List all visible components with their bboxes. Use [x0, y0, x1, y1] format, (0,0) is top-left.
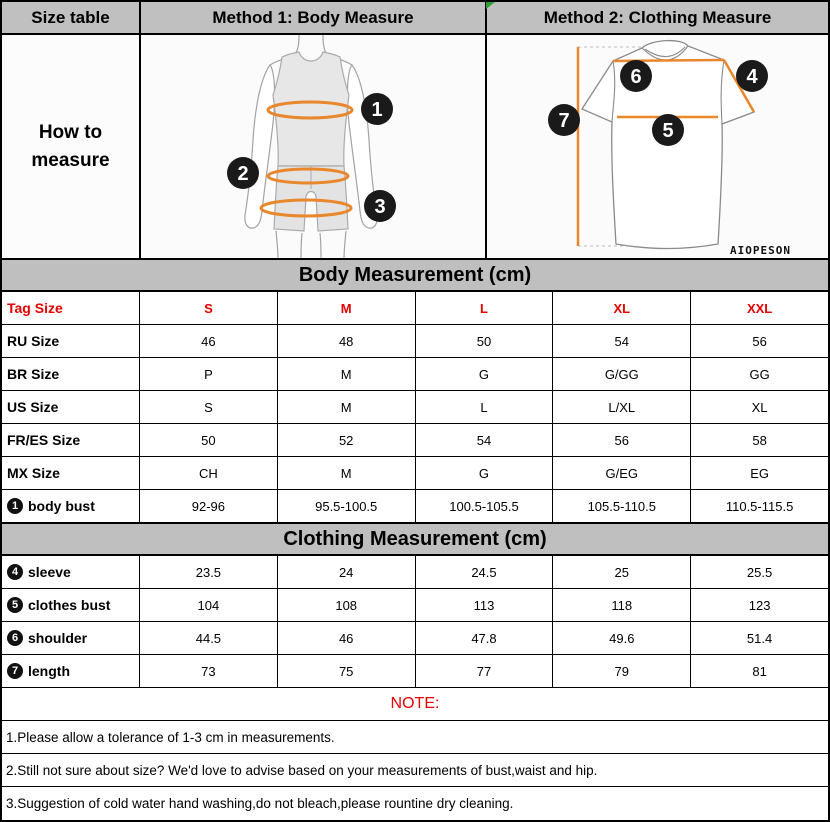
- table-cell: G/GG: [552, 358, 690, 390]
- how-to-measure-label: How to measure: [2, 35, 139, 258]
- note-item-1: 1.Please allow a tolerance of 1-3 cm in measurements.: [2, 721, 828, 754]
- svg-text:6: 6: [630, 66, 642, 88]
- row-label: [2, 655, 139, 687]
- table-cell: CH: [139, 457, 277, 489]
- table-cell: 95.5-100.5: [277, 490, 415, 522]
- table-row-mx-size: [2, 457, 828, 490]
- circled-5-icon: 5: [7, 597, 23, 613]
- row-label-text: sleeve: [28, 564, 71, 580]
- table-cell: L/XL: [552, 391, 690, 423]
- row-label: [2, 490, 139, 522]
- header-size-table: Size table: [2, 2, 139, 33]
- svg-text:2: 2: [237, 163, 249, 185]
- table-cell: G: [415, 457, 553, 489]
- table-cell: 104: [139, 589, 277, 621]
- clothing-measurement-band: Clothing Measurement (cm): [2, 523, 828, 556]
- table-cell: 92-96: [139, 490, 277, 522]
- shoulder-measure-line: [613, 60, 724, 61]
- table-cell: 100.5-105.5: [415, 490, 553, 522]
- body-figure-cell: [139, 35, 485, 258]
- note-title: NOTE:: [2, 688, 828, 721]
- row-label: [2, 589, 139, 621]
- table-cell: 79: [552, 655, 690, 687]
- size-cell: XL: [552, 292, 690, 324]
- table-cell: G: [415, 358, 553, 390]
- size-cell: XXL: [690, 292, 828, 324]
- table-row-body-bust: [2, 490, 828, 523]
- table-cell: XL: [690, 391, 828, 423]
- row-label: US Size: [7, 399, 59, 415]
- table-cell: 105.5-110.5: [552, 490, 690, 522]
- circled-1-icon: 1: [7, 498, 23, 514]
- circled-2-icon: [227, 157, 259, 189]
- size-cell: M: [277, 292, 415, 324]
- row-label: BR Size: [7, 366, 60, 382]
- table-row-length: [2, 655, 828, 688]
- table-cell: 44.5: [139, 622, 277, 654]
- svg-text:4: 4: [746, 66, 758, 88]
- table-row-us-size: [2, 391, 828, 424]
- table-cell: 52: [277, 424, 415, 456]
- table-cell: 23.5: [139, 556, 277, 588]
- table-cell: 24: [277, 556, 415, 588]
- circled-6-icon: [620, 60, 652, 92]
- row-label: RU Size: [7, 333, 60, 349]
- header-row: [2, 2, 828, 35]
- table-cell: 50: [139, 424, 277, 456]
- header-method1: Method 1: Body Measure: [139, 2, 485, 33]
- row-label-text: shoulder: [28, 630, 88, 646]
- table-row-fres-size: [2, 424, 828, 457]
- svg-text:5: 5: [662, 120, 674, 142]
- table-cell: 110.5-115.5: [690, 490, 828, 522]
- table-cell: 81: [690, 655, 828, 687]
- table-row-sleeve: [2, 556, 828, 589]
- table-cell: 25.5: [690, 556, 828, 588]
- table-cell: 108: [277, 589, 415, 621]
- circled-1-icon: [361, 93, 393, 125]
- table-cell: 47.8: [415, 622, 553, 654]
- circled-4-icon: [736, 60, 768, 92]
- table-cell: M: [277, 358, 415, 390]
- table-cell: 56: [552, 424, 690, 456]
- table-cell: M: [277, 391, 415, 423]
- how-to-measure-row: [2, 35, 828, 259]
- svg-text:7: 7: [558, 110, 570, 132]
- circled-3-icon: [364, 190, 396, 222]
- brand-text: AIOPESON: [730, 244, 791, 257]
- table-cell: 48: [277, 325, 415, 357]
- tank-top: [273, 52, 349, 166]
- table-cell: S: [139, 391, 277, 423]
- svg-text:3: 3: [374, 196, 386, 218]
- tag-size-row: [2, 292, 828, 325]
- table-cell: P: [139, 358, 277, 390]
- table-cell: 73: [139, 655, 277, 687]
- row-label-text: length: [28, 663, 70, 679]
- note-item-3: 3.Suggestion of cold water hand washing,do not bleach,please rountine dry cleaning.: [6, 796, 514, 811]
- table-cell: 113: [415, 589, 553, 621]
- table-cell: 49.6: [552, 622, 690, 654]
- table-cell: 25: [552, 556, 690, 588]
- row-label: MX Size: [7, 465, 60, 481]
- table-cell: EG: [690, 457, 828, 489]
- body-measure-figure: [141, 35, 485, 258]
- body-measurement-band: Body Measurement (cm): [2, 259, 828, 292]
- table-cell: 46: [139, 325, 277, 357]
- table-row-shoulder: [2, 622, 828, 655]
- table-cell: 46: [277, 622, 415, 654]
- note-item-2: 2.Still not sure about size? We'd love to advise based on your measurements of bust,waist and hip.: [2, 754, 828, 787]
- header-method2: Method 2: Clothing Measure: [485, 2, 828, 33]
- table-cell: 123: [690, 589, 828, 621]
- svg-text:1: 1: [371, 99, 383, 121]
- shirt-figure-cell: [485, 35, 828, 258]
- table-cell: 51.4: [690, 622, 828, 654]
- row-label: [2, 556, 139, 588]
- table-cell: 77: [415, 655, 553, 687]
- table-cell: 54: [552, 325, 690, 357]
- table-cell: G/EG: [552, 457, 690, 489]
- legs: [276, 231, 346, 258]
- circled-7-icon: [548, 104, 580, 136]
- table-cell: 118: [552, 589, 690, 621]
- row-label: Tag Size: [7, 300, 63, 316]
- row-label-text: body bust: [28, 498, 95, 514]
- circled-6-icon: 6: [7, 630, 23, 646]
- table-row-ru-size: [2, 325, 828, 358]
- table-cell: 56: [690, 325, 828, 357]
- row-label: FR/ES Size: [7, 432, 81, 448]
- clothing-measure-figure: [487, 35, 828, 258]
- size-cell: L: [415, 292, 553, 324]
- row-label-text: clothes bust: [28, 597, 111, 613]
- table-cell: 58: [690, 424, 828, 456]
- table-row-br-size: [2, 358, 828, 391]
- table-cell: 54: [415, 424, 553, 456]
- circled-7-icon: 7: [7, 663, 23, 679]
- size-cell: S: [139, 292, 277, 324]
- circled-5-icon: [652, 114, 684, 146]
- table-cell: 24.5: [415, 556, 553, 588]
- table-row-clothes-bust: [2, 589, 828, 622]
- row-label: [2, 622, 139, 654]
- circled-4-icon: 4: [7, 564, 23, 580]
- table-cell: GG: [690, 358, 828, 390]
- table-cell: L: [415, 391, 553, 423]
- table-cell: 75: [277, 655, 415, 687]
- table-cell: 50: [415, 325, 553, 357]
- table-cell: M: [277, 457, 415, 489]
